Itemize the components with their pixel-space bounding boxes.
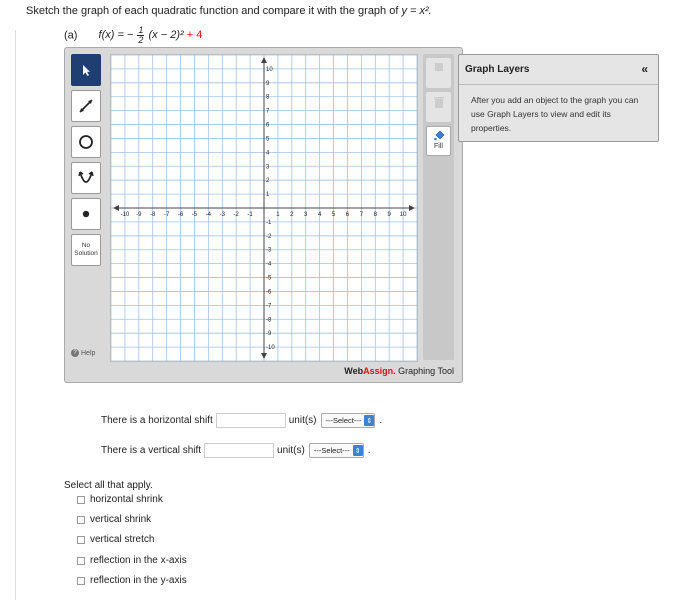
part-label: (a) (64, 29, 78, 42)
x-tick-label: 3 (304, 212, 308, 218)
horizontal-direction-select[interactable] (321, 413, 376, 428)
brand-assign: Assign. (363, 366, 396, 376)
option-label: reflection in the x-axis (90, 555, 187, 566)
pointer-tool-button[interactable] (71, 54, 101, 86)
y-axis-arrow-up (261, 57, 267, 63)
select-arrow-icon: ⇕ (364, 415, 374, 426)
y-tick-label: 7 (266, 108, 270, 115)
compare-function: y = x². (401, 5, 432, 17)
point-tool-button[interactable] (71, 198, 101, 230)
vertical-shift-row (101, 443, 370, 458)
help-icon: ? (71, 349, 79, 357)
option-label: reflection in the y-axis (90, 575, 187, 586)
function-rhs: (x − 2)² (148, 29, 184, 42)
x-tick-label: -3 (219, 212, 225, 218)
x-tick-label: -4 (205, 212, 212, 218)
x-tick-label: 10 (399, 212, 407, 218)
horizontal-shift-input[interactable] (216, 413, 286, 428)
pointer-icon (79, 63, 93, 77)
brand-tool: Graphing Tool (395, 366, 454, 376)
circle-icon (76, 132, 96, 152)
x-tick-label: 8 (373, 212, 377, 218)
checkbox[interactable] (77, 577, 85, 585)
line-icon (76, 96, 96, 116)
help-link[interactable] (71, 349, 95, 357)
fill-label: Fill (434, 143, 443, 150)
horizontal-select-value: ---Select--- (325, 416, 362, 425)
graph-layers-description: After you add an object to the graph you can use Graph Layers to view and edit its properties. (471, 95, 639, 133)
paint-bucket-icon (433, 130, 445, 142)
x-tick-label: 7 (359, 212, 364, 218)
fraction-numerator: 1 (138, 25, 144, 35)
x-tick-label: -9 (136, 212, 142, 218)
graph-layers-header (459, 55, 658, 85)
checkbox[interactable] (77, 516, 85, 524)
help-label: Help (81, 349, 96, 357)
y-axis-arrow-down (261, 353, 267, 359)
line-tool-button[interactable] (71, 90, 101, 122)
vertical-direction-select[interactable] (309, 443, 364, 458)
fraction-denominator: 2 (138, 35, 144, 45)
vertical-select-value: ---Select--- (313, 446, 350, 455)
parabola-tool-button[interactable] (71, 162, 101, 194)
y-tick-label: 5 (266, 136, 270, 143)
brand-web: Web (344, 366, 364, 376)
y-tick-label: -1 (266, 219, 272, 226)
left-margin-rule (15, 30, 16, 600)
delete-button[interactable] (426, 92, 451, 122)
x-tick-label: -2 (233, 212, 239, 218)
x-tick-label: 1 (276, 212, 280, 218)
y-tick-label: 1 (266, 192, 270, 199)
function-lhs: f(x) = − (98, 29, 134, 42)
graph-layers-panel (458, 54, 659, 142)
y-tick-label: 2 (266, 178, 270, 185)
y-tick-label: -7 (266, 303, 272, 310)
y-tick-label: -3 (266, 247, 272, 254)
parabola-icon (76, 168, 96, 188)
y-tick-label: 10 (266, 66, 273, 73)
y-tick-label: 9 (266, 80, 270, 87)
y-tick-label: 6 (266, 122, 270, 129)
option-vertical-stretch[interactable] (77, 534, 154, 545)
fill-button[interactable] (426, 126, 451, 156)
x-tick-label: 2 (290, 212, 294, 218)
checkbox[interactable] (77, 496, 85, 504)
trash-icon (433, 95, 445, 109)
x-axis-arrow-right (409, 205, 415, 211)
option-reflection-x-axis[interactable] (77, 555, 187, 566)
function-expression (98, 25, 203, 45)
collapse-icon[interactable]: « (641, 62, 648, 76)
option-horizontal-shrink[interactable] (77, 494, 163, 505)
no-solution-label-line1: No (81, 242, 91, 249)
vertical-period: . (367, 445, 371, 456)
horizontal-period: . (379, 415, 383, 426)
x-tick-label: -5 (191, 212, 198, 218)
circle-tool-button[interactable] (71, 126, 101, 158)
x-axis-arrow-left (113, 205, 119, 211)
y-tick-label: -4 (266, 261, 272, 268)
fraction (137, 26, 144, 45)
x-tick-label: -7 (163, 212, 170, 218)
x-tick-label: -1 (247, 212, 253, 218)
x-tick-label: 6 (345, 212, 350, 218)
x-tick-label: -10 (120, 212, 130, 218)
y-tick-label: -8 (266, 317, 272, 324)
y-tick-label: 3 (266, 164, 270, 171)
graph-canvas[interactable] (110, 54, 418, 362)
part-a-function (64, 26, 202, 45)
y-tick-label: -10 (266, 345, 275, 352)
point-icon (81, 209, 91, 219)
checkbox[interactable] (77, 557, 85, 565)
graph-layers-title: Graph Layers (465, 64, 530, 75)
horizontal-shift-row (101, 413, 382, 428)
checkbox[interactable] (77, 536, 85, 544)
option-label: horizontal shrink (90, 494, 163, 505)
edit-toolbar (423, 54, 454, 360)
coordinate-grid[interactable] (111, 55, 417, 361)
no-solution-button[interactable] (71, 234, 101, 266)
y-tick-label: -5 (266, 275, 272, 282)
vertical-shift-input[interactable] (204, 443, 274, 458)
problem-statement (26, 5, 432, 17)
x-tick-label: -8 (150, 212, 156, 218)
vertical-units-label: unit(s) (277, 445, 305, 456)
instruction-text: Sketch the graph of each quadratic function and compare it with the graph of (26, 5, 399, 17)
graphing-tool (64, 47, 463, 383)
select-arrow-icon: ⇕ (353, 445, 363, 456)
no-solution-label-line2: Solution (74, 250, 98, 257)
x-tick-label: -6 (177, 212, 184, 218)
y-tick-label: 8 (266, 94, 270, 101)
option-reflection-y-axis[interactable] (77, 575, 187, 586)
y-tick-label: -9 (266, 331, 272, 338)
clear-all-icon (433, 61, 445, 73)
webassign-branding (344, 366, 454, 376)
select-all-instruction: Select all that apply. (64, 480, 153, 491)
y-tick-label: -6 (266, 289, 272, 296)
y-tick-label: 4 (266, 150, 270, 157)
function-constant: + 4 (186, 29, 203, 42)
clear-all-button[interactable] (426, 58, 451, 88)
horizontal-units-label: unit(s) (288, 415, 317, 426)
horizontal-shift-label: There is a horizontal shift (101, 415, 213, 426)
x-tick-label: 5 (331, 212, 336, 218)
vertical-shift-label: There is a vertical shift (101, 445, 202, 456)
x-tick-label: 9 (387, 212, 391, 218)
option-vertical-shrink[interactable] (77, 514, 151, 525)
x-tick-label: 4 (317, 212, 322, 218)
y-tick-label: -2 (266, 233, 272, 240)
option-label: vertical shrink (90, 514, 152, 525)
option-label: vertical stretch (90, 534, 155, 545)
